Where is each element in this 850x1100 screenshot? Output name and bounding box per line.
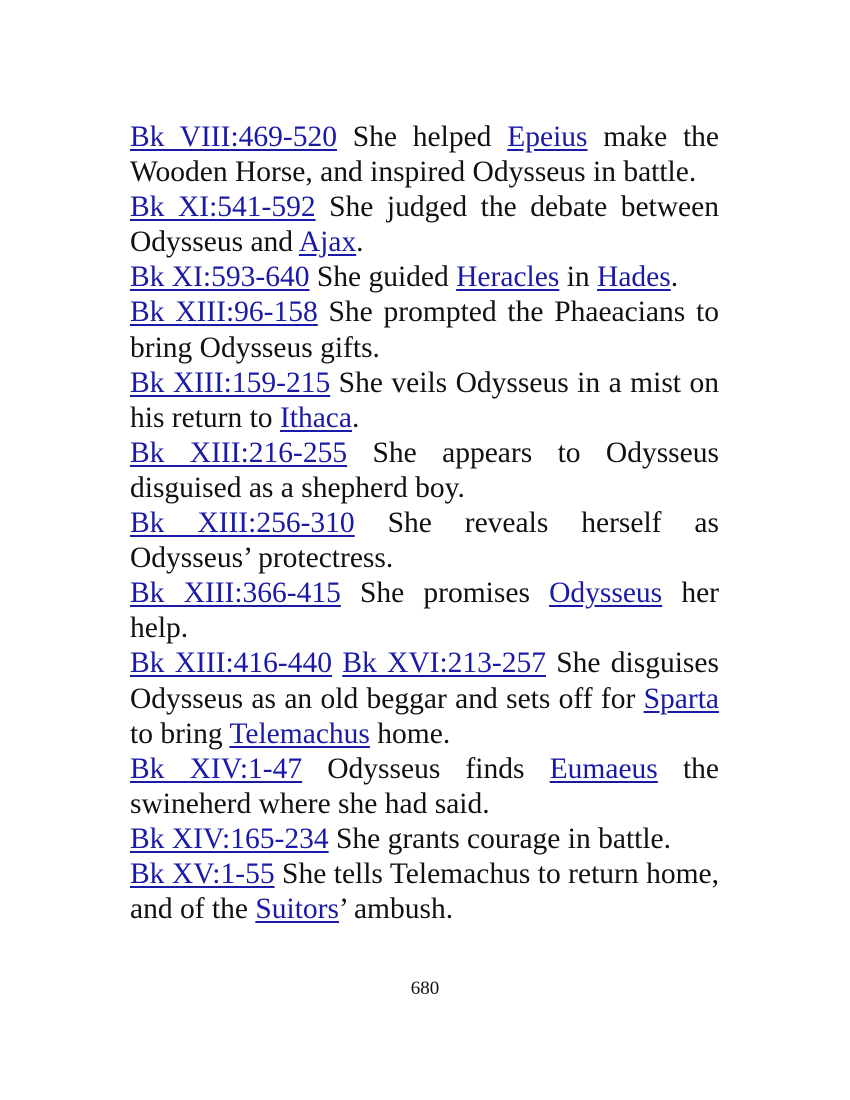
glossary-link[interactable]: Sparta (643, 682, 719, 715)
entry-text: . (356, 226, 364, 259)
glossary-link[interactable]: Eumaeus (549, 752, 658, 785)
entry-paragraph (130, 190, 719, 260)
entry-text: her help. (130, 577, 719, 645)
entry-text: make the Wooden Horse, and inspired Odysseus in battle. (130, 121, 719, 189)
book-reference-link[interactable]: Bk XIII:96-158 (130, 296, 318, 329)
glossary-link[interactable]: Ajax (298, 226, 357, 259)
entry-text: . (352, 401, 360, 434)
entry-paragraph (130, 260, 719, 295)
entry-text: She grants courage in battle. (328, 822, 671, 855)
entry-text: She veils Odysseus in a mist on his return to (130, 366, 719, 434)
entry-paragraph (130, 822, 719, 857)
entry-paragraph (130, 857, 719, 927)
entry-text: in (559, 261, 598, 294)
book-reference-link[interactable]: Bk XV:1-55 (130, 857, 275, 890)
glossary-link[interactable]: Bk XVI:213-257 (342, 647, 546, 680)
glossary-link[interactable]: Telemachus (229, 717, 370, 750)
book-reference-link[interactable]: Bk XIII:159-215 (130, 366, 331, 399)
entry-text: to bring (130, 717, 230, 750)
glossary-link[interactable]: Suitors (255, 893, 339, 926)
book-reference-link[interactable]: Bk XIII:216-255 (130, 436, 348, 469)
entry-text: She tells Telemachus to return home, and of the (130, 857, 719, 926)
entry-text: She promises (340, 577, 550, 610)
book-reference-link[interactable]: Bk XIII:256-310 (130, 507, 355, 540)
entry-text: She helped (336, 121, 508, 153)
entry-paragraph (130, 120, 719, 190)
entry-paragraph (130, 752, 719, 822)
entry-text: ’ ambush. (338, 893, 454, 926)
entry-paragraph (130, 506, 719, 576)
book-reference-link[interactable]: Bk XI:541-592 (130, 191, 316, 224)
entry-paragraph (130, 366, 719, 436)
entry-text (332, 647, 342, 679)
entry-paragraph (130, 295, 719, 365)
entry-text: . (670, 261, 679, 294)
document-body (130, 120, 719, 927)
entry-paragraph (130, 576, 719, 646)
book-reference-link[interactable]: Bk XIV:165-234 (130, 822, 329, 855)
entry-text: She guided (309, 261, 457, 294)
entry-paragraph (130, 646, 719, 751)
glossary-link[interactable]: Hades (597, 261, 671, 294)
entry-paragraph (130, 436, 719, 506)
entry-text: She disguises Odysseus as an old beggar and sets off for (130, 647, 719, 715)
entry-text: Odysseus finds (302, 752, 550, 785)
book-reference-link[interactable]: Bk XIV:1-47 (130, 752, 303, 785)
glossary-link[interactable]: Ithaca (279, 401, 352, 434)
glossary-link[interactable]: Epeius (507, 121, 588, 153)
entry-text: She judged the debate between Odysseus and (130, 191, 719, 259)
book-reference-link[interactable]: Bk XIII:416-440 (130, 647, 333, 680)
book-reference-link[interactable]: Bk XIII:366-415 (130, 577, 341, 610)
entry-text: She reveals herself as Odysseus’ protectress. (130, 507, 719, 575)
entry-text: She appears to Odysseus disguised as a shepherd boy. (130, 436, 719, 504)
page-number: 680 (410, 978, 440, 999)
glossary-link[interactable]: Odysseus (549, 577, 663, 610)
glossary-link[interactable]: Heracles (456, 261, 560, 294)
entry-text: She prompted the Phaeacians to bring Odysseus gifts. (130, 296, 719, 364)
entry-text: home. (369, 717, 451, 750)
book-reference-link[interactable]: Bk VIII:469-520 (130, 121, 337, 153)
book-reference-link[interactable]: Bk XI:593-640 (130, 261, 310, 294)
entry-text: the swineherd where she had said. (130, 752, 719, 820)
